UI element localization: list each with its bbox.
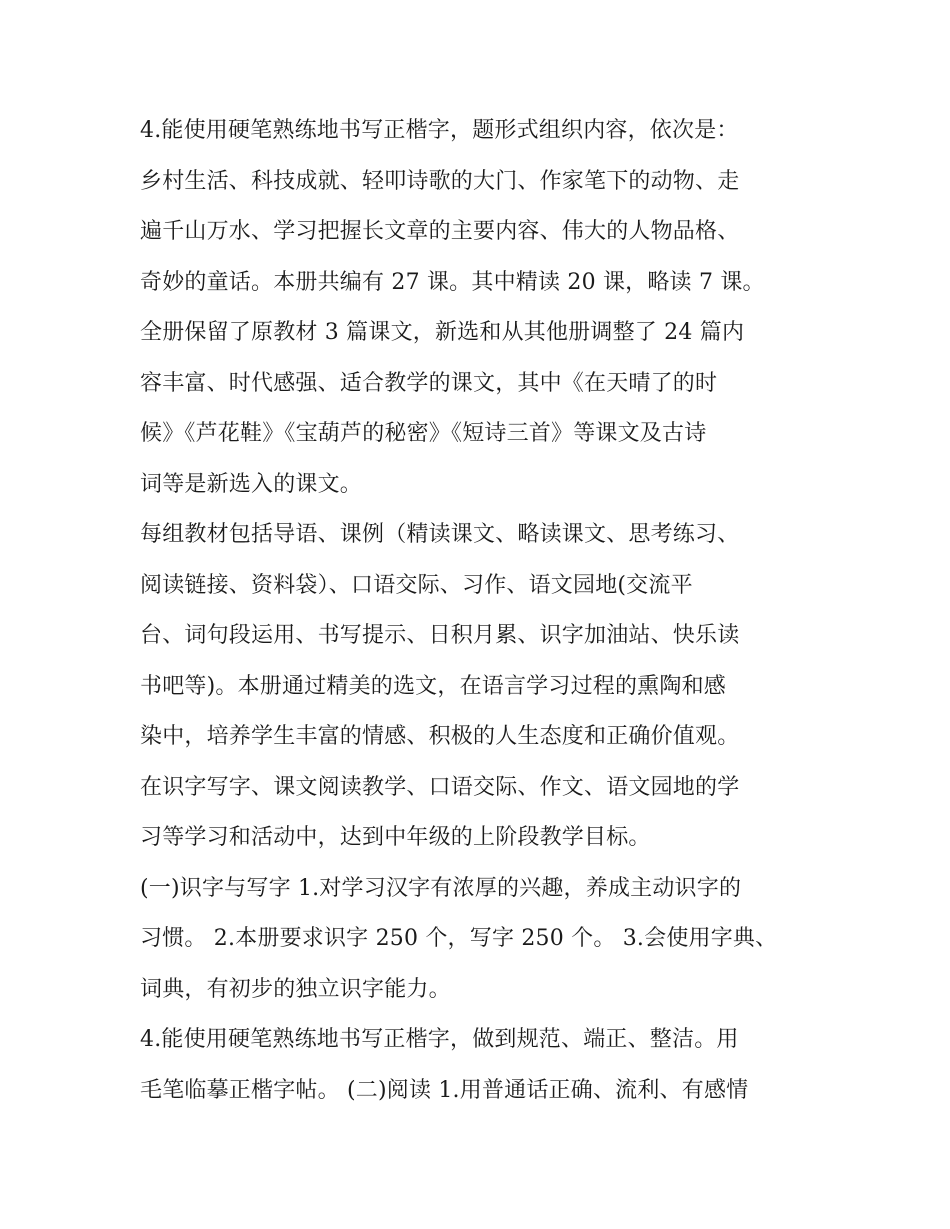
text-line: 阅读链接、资料袋）、口语交际、习作、语文园地(交流平 xyxy=(140,572,693,598)
text-line: 台、词句段运用、书写提示、日积月累、识字加油站、快乐读 xyxy=(140,623,740,648)
text-line: 奇妙的童话。本册共编有 27 课。其中精读 20 课，略读 7 课。 xyxy=(140,269,765,295)
text-line: 乡村生活、科技成就、轻叩诗歌的大门、作家笔下的动物、走 xyxy=(140,168,740,194)
text-line: 4.能使用硬笔熟练地书写正楷字，题形式组织内容，依次是： xyxy=(140,118,739,143)
text-line: 习惯。 2.本册要求识字 250 个，写字 250 个。 3.会使用字典、 xyxy=(140,926,778,951)
text-line: 词等是新选入的课文。 xyxy=(140,471,363,497)
text-line: 全册保留了原教材 3 篇课文，新选和从其他册调整了 24 篇内 xyxy=(140,320,745,345)
text-line: 染中，培养学生丰富的情感、积极的人生态度和正确价值观。 xyxy=(140,724,740,749)
text-line: 书吧等)。本册通过精美的选文，在语言学习过程的熏陶和感 xyxy=(140,673,726,699)
text-line: 4.能使用硬笔熟练地书写正楷字，做到规范、端正、整洁。用 xyxy=(140,1027,739,1052)
text-line: 容丰富、时代感强、适合教学的课文，其中《在天晴了的时 xyxy=(140,370,718,396)
text-line: 候》《芦花鞋》《宝葫芦的秘密》《短诗三首》等课文及古诗 xyxy=(140,421,707,446)
text-line: 遍千山万水、学习把握长文章的主要内容、伟大的人物品格、 xyxy=(140,219,740,244)
text-line: 在识字写字、课文阅读教学、口语交际、作文、语文园地的学 xyxy=(140,774,740,800)
text-line: 每组教材包括导语、课例（精读课文、略读课文、思考练习、 xyxy=(140,522,740,547)
text-line: 习等学习和活动中，达到中年级的上阶段教学目标。 xyxy=(140,825,651,850)
text-line: 词典，有初步的独立识字能力。 xyxy=(140,976,451,1002)
text-line: 毛笔临摹正楷字帖。 (二)阅读 1.用普通话正确、流利、有感情 xyxy=(140,1077,749,1103)
text-line: (一)识字与写字 1.对学习汉字有浓厚的兴趣，养成主动识字的 xyxy=(140,875,742,901)
document-text-body xyxy=(140,106,830,1116)
